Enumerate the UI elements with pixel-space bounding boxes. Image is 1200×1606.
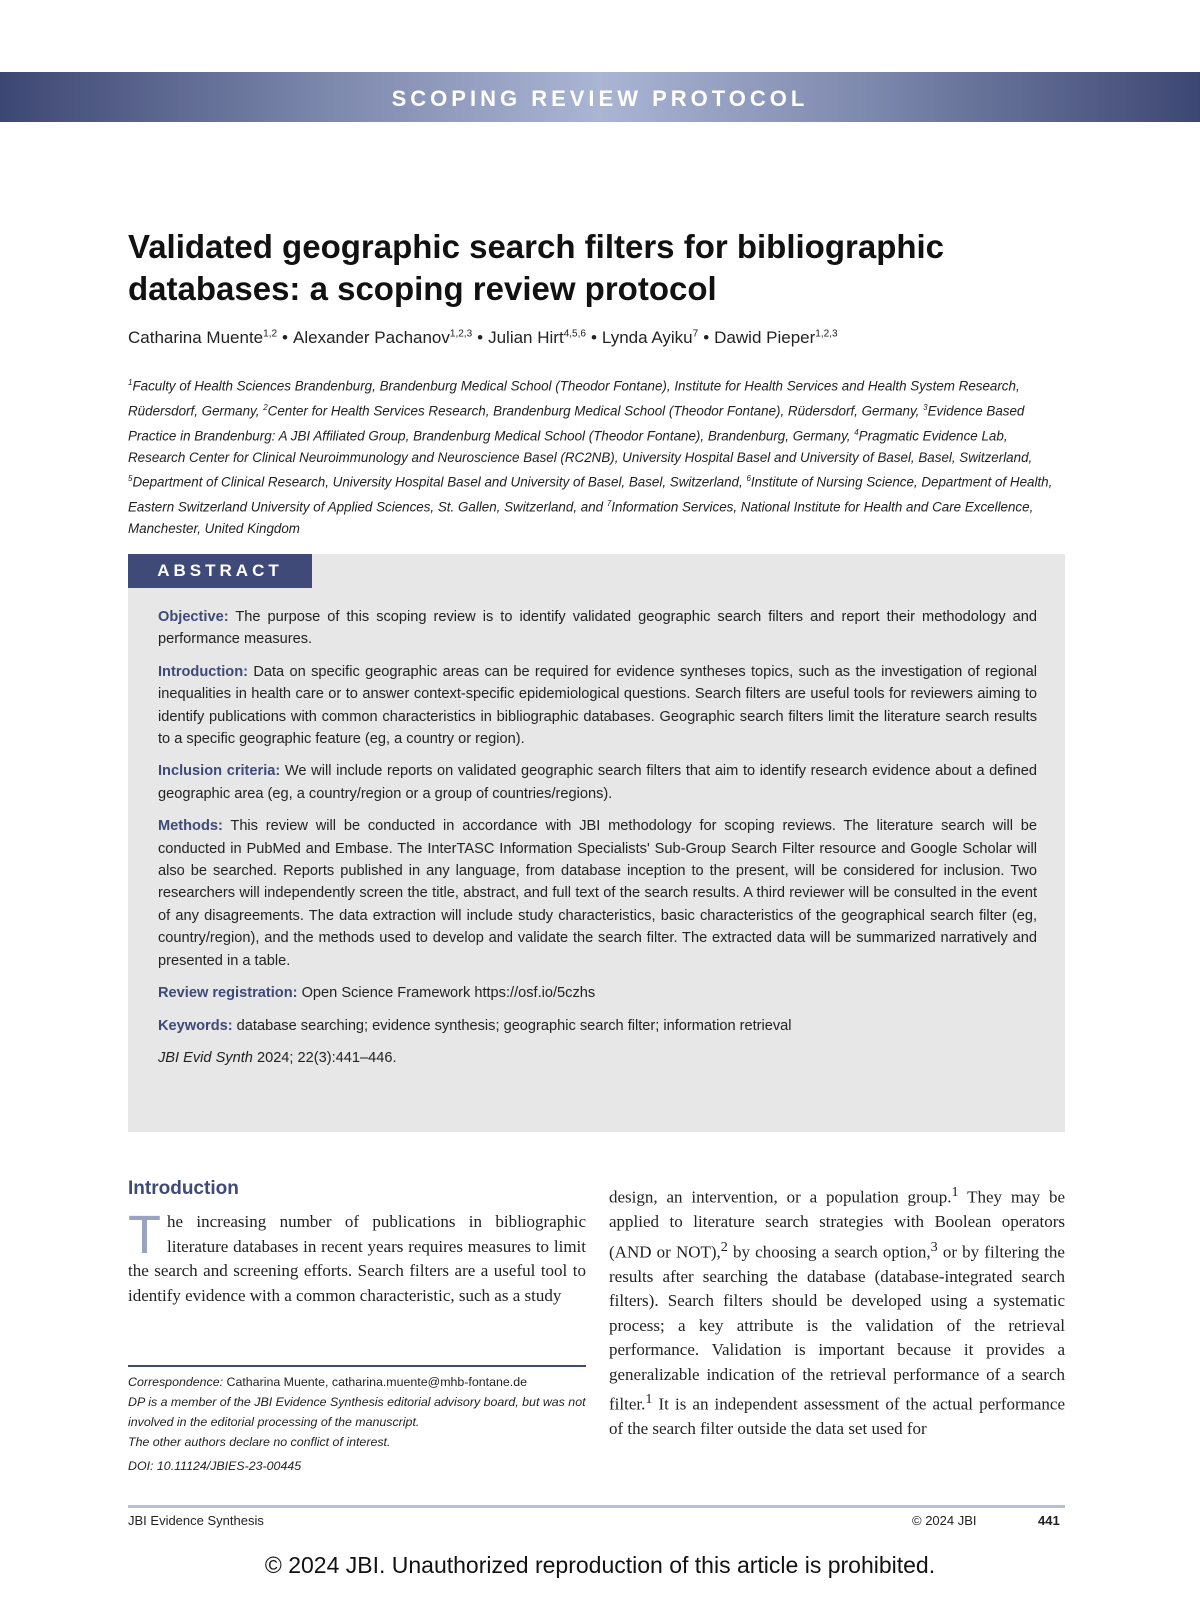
- abstract-methods: Methods: This review will be conducted in accordance with JBI methodology for scoping reviews. The literature search will be conducted in PubMed and Embase. The InterTASC Information Specialists' Sub-Group Search Filter resource and Google Scholar will also be searched. Reports published in any language, from database inception to the present, will be considered for inclusion. Two researchers will independently screen the title, abstract, and full text of the search results. A third reviewer will be consulted in the event of any disagreements. The data extraction will include study characteristics, basic characteristics of the geographical search filter (eg, country/region), and the methods used to develop and validate the search filter. The extracted data will be summarized narratively and presented in a table.: [158, 818, 1037, 969]
- author-list: Catharina Muente$^{1,2}$ • Alexander Pachanov$^{1,2,3}$ • Julian Hirt$^{4,5,6}$ • Lynda Ayiku$^7$ • Dawid Pieper$^{1,2,3}$: [128, 328, 838, 347]
- citation-ref[interactable]: 1: [645, 1391, 653, 1408]
- citation-ref[interactable]: 1: [951, 1184, 959, 1200]
- drop-cap: T: [128, 1205, 161, 1265]
- author[interactable]: Dawid Pieper$^{1,2,3}$: [714, 328, 838, 347]
- abstract-body: [158, 606, 1037, 1079]
- abstract-citation: JBI Evid Synth 2024; 22(3):441–446.: [158, 1049, 397, 1066]
- disclosure-note: DP is a member of the JBI Evidence Synthesis editorial advisory board, but was not involved in the editorial processing of the manuscript.: [128, 1395, 586, 1429]
- section-heading-introduction: Introduction: [128, 1178, 239, 1199]
- author[interactable]: Alexander Pachanov$^{1,2,3}$: [293, 328, 473, 347]
- affiliations: $^1$Faculty of Health Sciences Brandenburg, Brandenburg Medical School (Theodor Fontane), Institute for Health Services and Health System Research, Rüdersdorf, Germany, $^2$Center for Health Services Research, Brandenburg Medical School (Theodor Fontane), Rüdersdorf, Germany, $^3$Evidence Based Practice in Brandenburg: A JBI Affiliated Group, Brandenburg Medical School (Theodor Fontane), Brandenburg, Germany, $^4$Pragmatic Evidence Lab, Research Center for Clinical Neuroimmunology and Neuroscience Basel (RC2NB), University Hospital Basel and University of Basel, Basel, Switzerland, $^5$Department of Clinical Research, University Hospital Basel and University of Basel, Basel, Switzerland, $^6$Institute of Nursing Science, Department of Health, Eastern Switzerland University of Applied Sciences, St. Gallen, Switzerland, and $^7$Information Services, National Institute for Health and Care Excellence, Manchester, United Kingdom: [128, 378, 1053, 537]
- doi[interactable]: DOI: 10.11124/JBIES-23-00445: [128, 1459, 302, 1473]
- introduction-continued: design, an intervention, or a population group.$^1$ They may be applied to literature search strategies with Boolean operators (AND or NOT),$^2$ by choosing a search option,$^3$ or by filtering the results after searching the database (database-integrated search filters). Search filters should be developed using a systematic process; a key attribute is the validation of the retrieval performance. Validation is important because it provides a generalizable indication of the retrieval performance of a search filter.$^1$ It is an independent assessment of the actual performance of the search filter outside the data set used for: [609, 1184, 1065, 1439]
- abstract-registration: Review registration: Open Science Framework https://osf.io/5czhs: [158, 985, 596, 1002]
- page-number: 441: [1038, 1513, 1060, 1528]
- citation-ref[interactable]: 3: [930, 1238, 938, 1255]
- footnotes: [128, 1372, 586, 1476]
- footnote-divider: [128, 1365, 586, 1367]
- left-column: [128, 1178, 586, 1308]
- banner-text: SCOPING REVIEW PROTOCOL: [391, 86, 809, 111]
- correspondence: Correspondence: Catharina Muente, catharina.muente@mhb-fontane.de: [128, 1375, 528, 1389]
- footer-journal: JBI Evidence Synthesis: [128, 1513, 264, 1528]
- abstract-label: ABSTRACT: [128, 554, 312, 588]
- footer-divider: [128, 1505, 1065, 1508]
- abstract-inclusion-criteria: Inclusion criteria: We will include reports on validated geographic search filters that aim to identify research evidence about a defined geographic area (eg, a country/region or a group of countries/regions).: [158, 763, 1037, 802]
- header-banner: [0, 72, 1200, 122]
- author[interactable]: Lynda Ayiku$^7$: [601, 328, 699, 347]
- registration-link[interactable]: Open Science Framework https://osf.io/5czhs: [301, 985, 596, 1002]
- author[interactable]: Julian Hirt$^{4,5,6}$: [488, 328, 586, 347]
- footer-copyright: © 2024 JBI: [912, 1513, 977, 1528]
- introduction-paragraph: The increasing number of publications in bibliographic literature databases in recent years requires measures to limit the search and screening efforts. Search filters are a useful tool to identify evidence with a common characteristic, such as a study: [128, 1205, 586, 1305]
- abstract-introduction: Introduction: Data on specific geographic areas can be required for evidence syntheses topics, such as the investigation of regional inequalities in health care or to answer context-specific epidemiological questions. Search filters are useful tools for reviewers aiming to identify publications with common characteristics in bibliographic databases. Geographic search filters limit the literature search results to a specific geographic feature (eg, a country or region).: [158, 663, 1037, 748]
- right-column: [609, 1180, 1065, 1442]
- abstract-keywords: Keywords: database searching; evidence synthesis; geographic search filter; information retrieval: [158, 1017, 792, 1034]
- citation-ref[interactable]: 2: [720, 1238, 728, 1255]
- copyright-notice: © 2024 JBI. Unauthorized reproduction of this article is prohibited.: [264, 1552, 936, 1578]
- conflict-note: The other authors declare no conflict of interest.: [128, 1435, 391, 1449]
- correspondence-email[interactable]: Catharina Muente, catharina.muente@mhb-fontane.de: [223, 1375, 528, 1389]
- article-title: Validated geographic search filters for bibliographic databases: a scoping review protocol: [128, 228, 945, 307]
- abstract-objective: Objective: The purpose of this scoping review is to identify validated geographic search filters and report their methodology and performance measures.: [158, 609, 1037, 648]
- author[interactable]: Catharina Muente$^{1,2}$: [128, 328, 278, 347]
